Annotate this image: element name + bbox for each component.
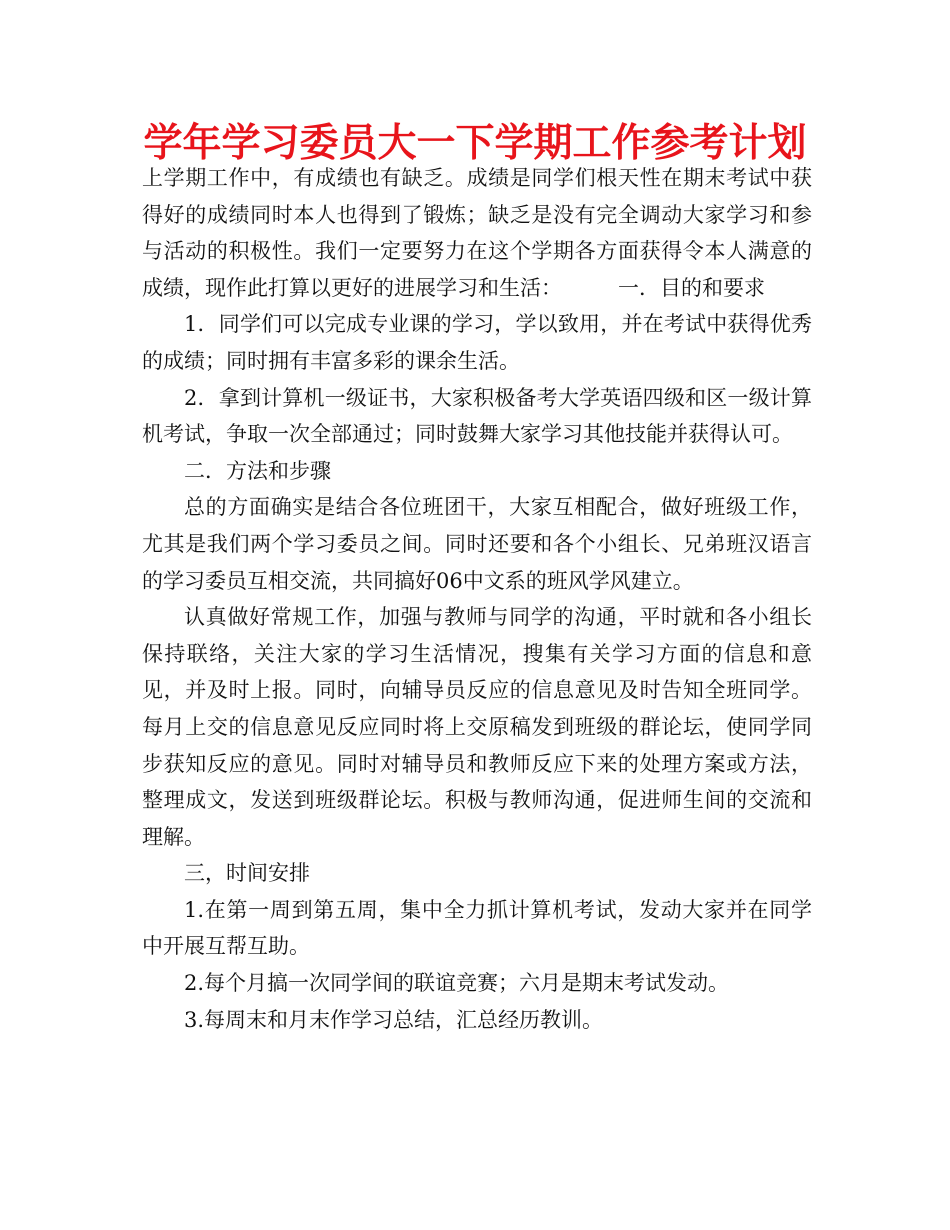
method-paragraph-1: 总的方面确实是结合各位班团干，大家互相配合，做好班级工作，尤其是我们两个学习委员之间。同时还要和各个小组长、兄弟班汉语言的学习委员互相交流，共同搞好06中文系的班风学风建立。 bbox=[142, 495, 812, 593]
goal-item-1: 1．同学们可以完成专业课的学习，学以致用，并在考试中获得优秀的成绩；同时拥有丰富多彩的课余生活。 bbox=[142, 312, 812, 373]
goal-item-2: 2．拿到计算机一级证书，大家积极备考大学英语四级和区一级计算机考试，争取一次全部通过；同时鼓舞大家学习其他技能并获得认可。 bbox=[142, 385, 812, 447]
document-title: 学年学习委员大一下学期工作参考计划 bbox=[143, 121, 807, 166]
section-heading-methods: 二．方法和步骤 bbox=[184, 458, 331, 483]
intro-heading: 一．目的和要求 bbox=[618, 275, 765, 300]
schedule-item-3: 3.每周末和月末作学习总结，汇总经历教训。 bbox=[184, 1007, 604, 1032]
schedule-item-2: 2.每个月搞一次同学间的联谊竞赛；六月是期末考试发动。 bbox=[184, 971, 730, 996]
schedule-item-1: 1.在第一周到第五周，集中全力抓计算机考试，发动大家并在同学中开展互帮互助。 bbox=[142, 897, 812, 959]
intro-paragraph bbox=[142, 160, 812, 306]
section-heading-schedule: 三，时间安排 bbox=[184, 861, 310, 886]
method-paragraph-2: 认真做好常规工作，加强与教师与同学的沟通，平时就和各小组长保持联络，关注大家的学习生活情况，搜集有关学习方面的信息和意见，并及时上报。同时，向辅导员反应的信息意见及时告知全班同学。每月上交的信息意见反应同时将上交原稿发到班级的群论坛，使同学同步获知反应的意见。同时对辅导员和教师反应下来的处理方案或方法，整理成文，发送到班级群论坛。积极与教师沟通，促进师生间的交流和理解。 bbox=[142, 605, 812, 849]
intro-text: 上学期工作中，有成绩也有缺乏。成绩是同学们根天性在期末考试中获得好的成绩同时本人也得到了锻炼；缺乏是没有完全调动大家学习和参与活动的积极性。我们一定要努力在这个学期各方面获得令本人满意的成绩，现作此打算以更好的进展学习和生活： bbox=[142, 166, 812, 300]
document-body bbox=[142, 160, 812, 1038]
